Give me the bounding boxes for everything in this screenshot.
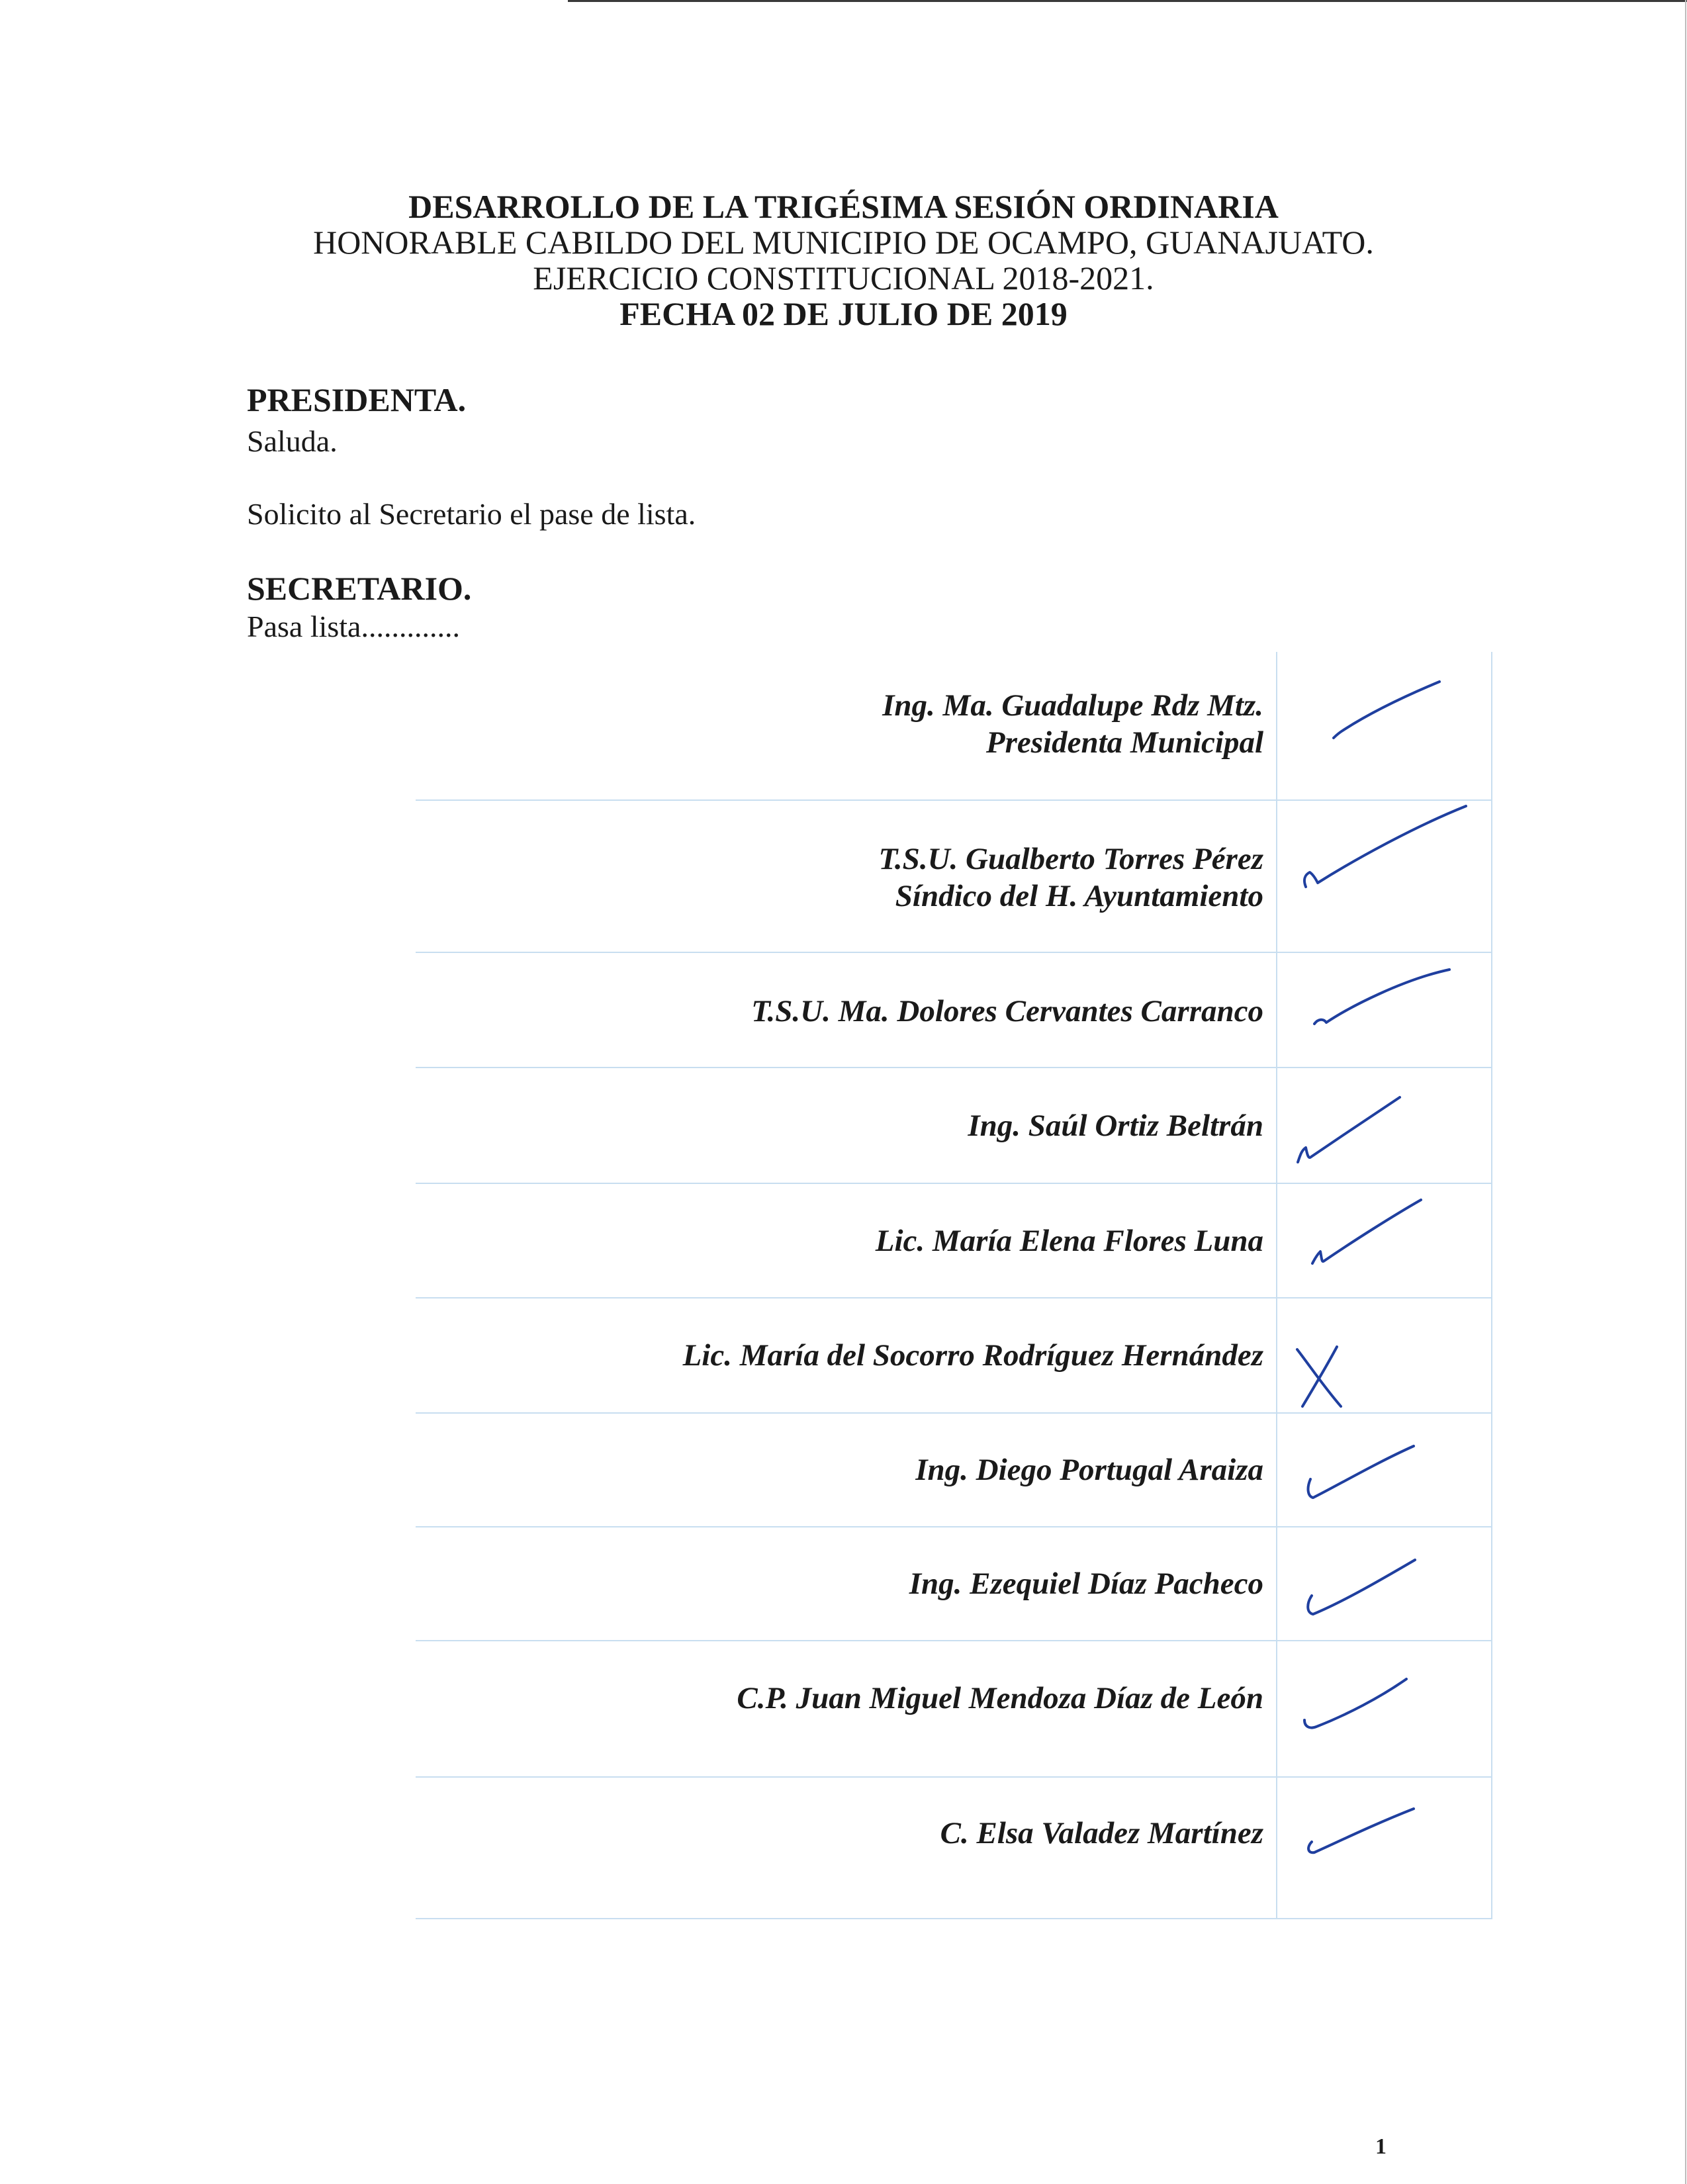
scan-edge-top [568, 0, 1687, 2]
member-name: C.P. Juan Miguel Mendoza Díaz de León [737, 1681, 1263, 1715]
check-mark-icon [1310, 963, 1456, 1039]
check-mark-icon [1300, 1671, 1413, 1737]
row-divider [416, 1918, 1491, 1919]
member-row [737, 1680, 1263, 1717]
member-name: Lic. María Elena Flores Luna [875, 1224, 1263, 1258]
member-name: Ing. Ezequiel Díaz Pacheco [909, 1567, 1263, 1601]
row-divider [416, 1183, 1491, 1184]
header-council: HONORABLE CABILDO DEL MUNICIPIO DE OCAMPO, GUANAJUATO. [313, 224, 1374, 261]
row-divider [416, 952, 1491, 953]
header-term: EJERCICIO CONSTITUCIONAL 2018-2021. [533, 259, 1154, 296]
member-row [683, 1337, 1263, 1374]
member-row [909, 1565, 1263, 1602]
row-divider [416, 1776, 1491, 1778]
speaker-presidenta: PRESIDENTA. [247, 381, 467, 418]
presidenta-request: Solicito al Secretario el pase de lista. [247, 497, 696, 531]
document-header [0, 189, 1687, 332]
member-row [915, 1451, 1263, 1488]
cross-mark-icon [1291, 1340, 1353, 1416]
check-mark-icon [1304, 1797, 1420, 1863]
page-number: 1 [1375, 2134, 1387, 2159]
member-name: T.S.U. Ma. Dolores Cervantes Carranco [751, 994, 1263, 1028]
member-row [876, 1222, 1263, 1259]
secretario-action: Pasa lista............. [247, 610, 460, 643]
header-date: FECHA 02 DE JULIO DE 2019 [619, 295, 1068, 332]
member-name: T.S.U. Gualberto Torres Pérez [878, 842, 1263, 876]
presidenta-greeting: Saluda. [247, 424, 338, 458]
check-mark-icon [1327, 672, 1446, 748]
check-mark-icon [1300, 801, 1473, 900]
member-name: Lic. María del Socorro Rodríguez Hernández [682, 1338, 1263, 1373]
check-mark-icon [1304, 1439, 1420, 1506]
row-divider [416, 1297, 1491, 1298]
member-role: Síndico del H. Ayuntamiento [895, 879, 1263, 913]
table-divider-vertical [1276, 652, 1277, 1919]
speaker-secretario: SECRETARIO. [247, 570, 472, 607]
member-name: Ing. Ma. Guadalupe Rdz Mtz. [882, 688, 1263, 723]
check-mark-icon [1307, 1195, 1426, 1277]
row-divider [416, 1526, 1491, 1527]
table-border-right [1491, 652, 1492, 1919]
member-row [879, 841, 1263, 915]
check-mark-icon [1294, 1091, 1410, 1173]
member-row [940, 1815, 1263, 1852]
member-row [968, 1107, 1263, 1144]
row-divider [416, 1640, 1491, 1641]
check-mark-icon [1304, 1552, 1423, 1625]
member-row [882, 687, 1263, 761]
member-name: Ing. Saúl Ortiz Beltrán [968, 1109, 1263, 1143]
header-title: DESARROLLO DE LA TRIGÉSIMA SESIÓN ORDINARIA [408, 188, 1279, 225]
row-divider [416, 1067, 1491, 1068]
member-role: Presidenta Municipal [985, 725, 1263, 760]
member-name: Ing. Diego Portugal Araiza [915, 1453, 1263, 1487]
member-name: C. Elsa Valadez Martínez [940, 1816, 1263, 1850]
member-row [751, 993, 1263, 1030]
